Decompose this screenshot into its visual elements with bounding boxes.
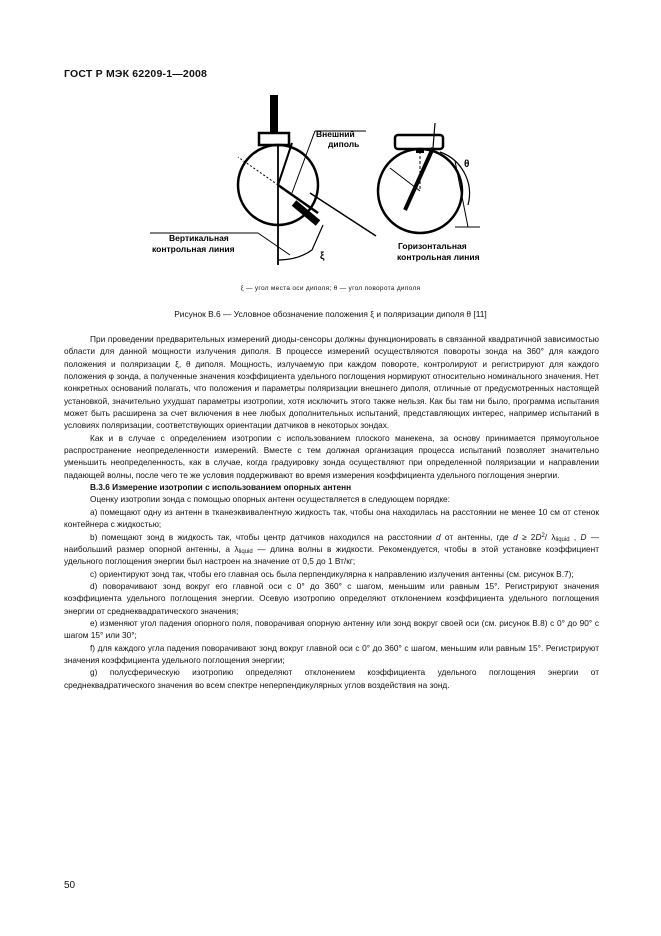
list-item-e: e) изменяют угол падения опорного поля, поворачивая опорную антенну или зонд вокруг своей оси (см. рисунок B.8) с 0° до 90° с шагом 15° или 30°; [64,617,599,641]
label-external-dipole-1: Внешний [316,129,355,139]
list-item-f: f) для каждого угла падения поворачивают зонд вокруг главной оси с 0° до 360° с шагом, меньшим или равным 15°. Регистрируют значения коэффициента удельного поглощения энергии; [64,642,599,665]
page-number: 50 [64,880,76,891]
label-external-dipole-2: диполь [328,139,360,149]
list-item-c: c) ориентируют зонд так, чтобы его главная ось была перпендикулярна к направлению излучения антенны (см. рисунок B.7); [90,568,574,579]
list-item-b: b) помещают зонд в жидкость так, чтобы центр датчиков находился на расстоянии d от антенны, где $d \ge 2D^2/$ $\lambda_{liquid}$ , D — наибольший размер опорной антенны, а $\lambda_{liquid}$ — длина волны в жидкости. Рекомендуется, чтобы в этой установке коэффициент удельного поглощения энергии был настроен на значение от 0,5 до 1 Вт/кг; [64,531,600,567]
label-horizontal-2: контрольная линия [397,252,480,262]
dipole-position-diagram [150,95,510,275]
body-text [64,333,599,691]
subheading-b36: B.3.6 Измерение изотропии с использованием опорных антенн [90,482,352,493]
figure-caption: Рисунок B.6 — Условное обозначение положения ξ и поляризации диполя θ [11] [174,309,487,319]
figure-b6 [150,95,510,275]
paragraph-3: Оценку изотропии зонда с помощью опорных антенн осуществляется в следующем порядке: [90,494,450,505]
figure-legend: ξ — угол места оси диполя; θ — угол поворота диполя [240,285,421,292]
list-item-a: а) помещают одну из антенн в тканеэквивалентную жидкость так, чтобы она находилась на расстоянии не менее 10 см от стенок контейнера с жидкостью; [64,506,599,530]
right-probe [378,123,480,233]
document-header: ГОСТ Р МЭК 62209-1—2008 [64,68,208,80]
paragraph-2: Как и в случае с определением изотропии с использованием плоского манекена, за основу принимается прямоугольное распространение неопределенности измерений. Вместе с тем должная организация процесса испытаний позволяет значительно уменьшить неопределенность, как в случае, когда градуировку зонда осуществляют при определенной поляризации и направлении падающей волны, после чего те же условия поддерживают во время измерения коэффициента удельного поглощения энергии. [64,432,599,480]
label-vertical-2: контрольная линия [152,244,235,254]
label-vertical-1: Вертикальная [169,233,229,243]
label-theta: θ [464,159,470,170]
label-horizontal-1: Горизонтальная [398,241,467,251]
paragraph-1: При проведении предварительных измерений диоды-сенсоры должны функционировать в связанной квадратичной зависимостью области для данной мощности излучения диполя. В процессе измерений осуществляются повороты зонда на 360° для каждого положения и поляризации ξ, θ диполя. Мощность, излучаемую при каждом повороте, контролируют и регистрируют для каждого положения φ зонда, а полученные значения коэффициента удельного поглощения нормируют относительно номинального значения. Нет конкретных оснований полагать, что положения и параметры поляризации внешнего диполя, отличные от предусмотренных настоящей установкой, значительно ухудшат параметры изотропии, хотя исключить этого также нельзя. Как бы там ни было, программа испытания может быть расширена за счет включения в нее любых дополнительных испытаний, представляющих интерес, например испытаний в условиях поляризации, соответствующих ориентации датчиков в некоторых зондах. [64,334,599,431]
list-item-d: d) поворачивают зонд вокруг его главной оси с 0° до 360° с шагом, меньшим или равным 15°. Регистрируют значения коэффициента удельного поглощения энергии. Осевую изотропию определяют отклонением коэффициента удельного поглощения энергии от среднеквадратического значения; [64,580,599,616]
list-item-g: g) полусферическую изотропию определяют отклонением коэффициента удельного поглощения энергии от среднеквадратического значения во всем спектре неперпендикулярных углов воздействия на зонд. [64,667,599,690]
label-xi: ξ [320,251,325,262]
